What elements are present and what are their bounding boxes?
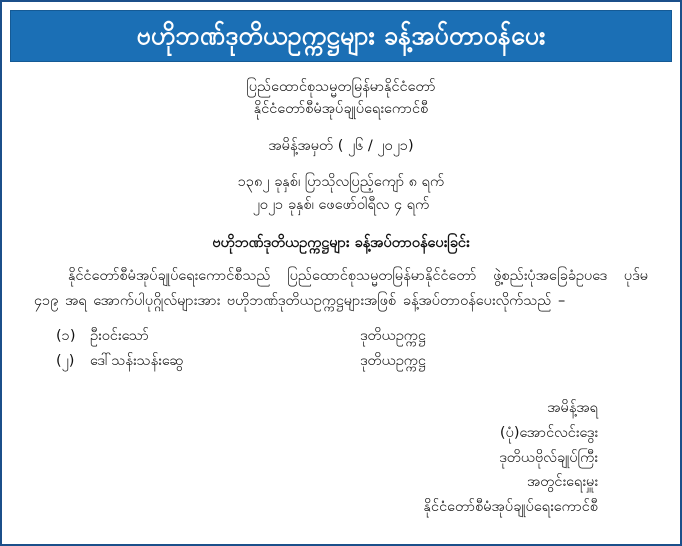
- appointee-name: ဦးဝင်းသော်: [90, 327, 149, 344]
- signature-position: အတွင်းရေးမှူး: [527, 474, 598, 491]
- signature-by-order: အမိန့်အရ: [547, 400, 598, 417]
- issuing-organization: [28, 76, 654, 121]
- spacer: [28, 216, 654, 230]
- order-number: အမိန့်အမှတ် ( ၂၆ / ၂၀၂၁): [268, 137, 414, 154]
- org-line-2: နိုင်ငံတော်စီမံအုပ်ချုပ်ရေးကောင်စီ: [253, 101, 429, 118]
- signature-rank: ဒုတိယဗိုလ်ချုပ်ကြီး: [499, 449, 598, 466]
- document-subject: ဗဟိုဘဏ်ဒုတိယဥက္ကဋ္ဌများ ခန့်အပ်တာဝန်ပေးခြင်း: [212, 235, 470, 252]
- appointee-number: (၂): [56, 352, 75, 369]
- signature-name: (ပုံ)အောင်လင်းဒွေး: [499, 424, 598, 441]
- appointee-number: (၁): [56, 327, 76, 344]
- headline-title: ဗဟိုဘဏ်ဒုတိယဥက္ကဋ္ဌများ ခန့်အပ်တာဝန်ပေး: [136, 21, 546, 50]
- list-item: [56, 324, 654, 349]
- date-block: [28, 171, 654, 216]
- document-body: [2, 62, 680, 528]
- spacer: [28, 121, 654, 135]
- appointee-post: ဒုတိယဥက္ကဋ္ဌ: [360, 352, 426, 369]
- appointee-post: ဒုတိယဥက္ကဋ္ဌ: [360, 327, 426, 344]
- date-line-burmese-era: ၁၃၈၂ ခုနှစ်၊ ပြာသိုလပြည့်ကျော် ၈ ရက်: [237, 174, 445, 191]
- signature-body: နိုင်ငံတော်စီမံအုပ်ချုပ်ရေးကောင်စီ: [423, 498, 598, 515]
- date-line-gregorian: ၂၀၂၁ ခုနှစ်၊ ဖေဖော်ဝါရီလ ၄ ရက်: [252, 196, 430, 213]
- org-line-1: ပြည်ထောင်စုသမ္မတမြန်မာနိုင်ငံတော်: [246, 79, 436, 95]
- main-paragraph: နိုင်ငံတော်စီမံအုပ်ချုပ်ရေးကောင်စီသည် ပြည်ထောင်စုသမ္မတမြန်မာနိုင်ငံတော် ဖွဲ့စည်းပုံအခြေခံဥပဒေ ပုဒ်မ ၄၁၉ အရ အောက်ပါပုဂ္ဂိုလ်များအား ဗဟိုဘဏ်ဒုတိယဥက္ကဋ္ဌများအဖြစ် ခန့်အပ်တာဝန်ပေးလိုက်သည် –: [34, 267, 648, 310]
- spacer: [28, 255, 654, 264]
- spacer: [28, 157, 654, 171]
- list-item: [56, 349, 654, 374]
- signature-block: [28, 396, 654, 519]
- appointee-name: ဒေါ်သန်းသန်းဆွေ: [90, 352, 184, 369]
- headline-banner: [10, 10, 672, 62]
- appointee-list: [28, 324, 654, 375]
